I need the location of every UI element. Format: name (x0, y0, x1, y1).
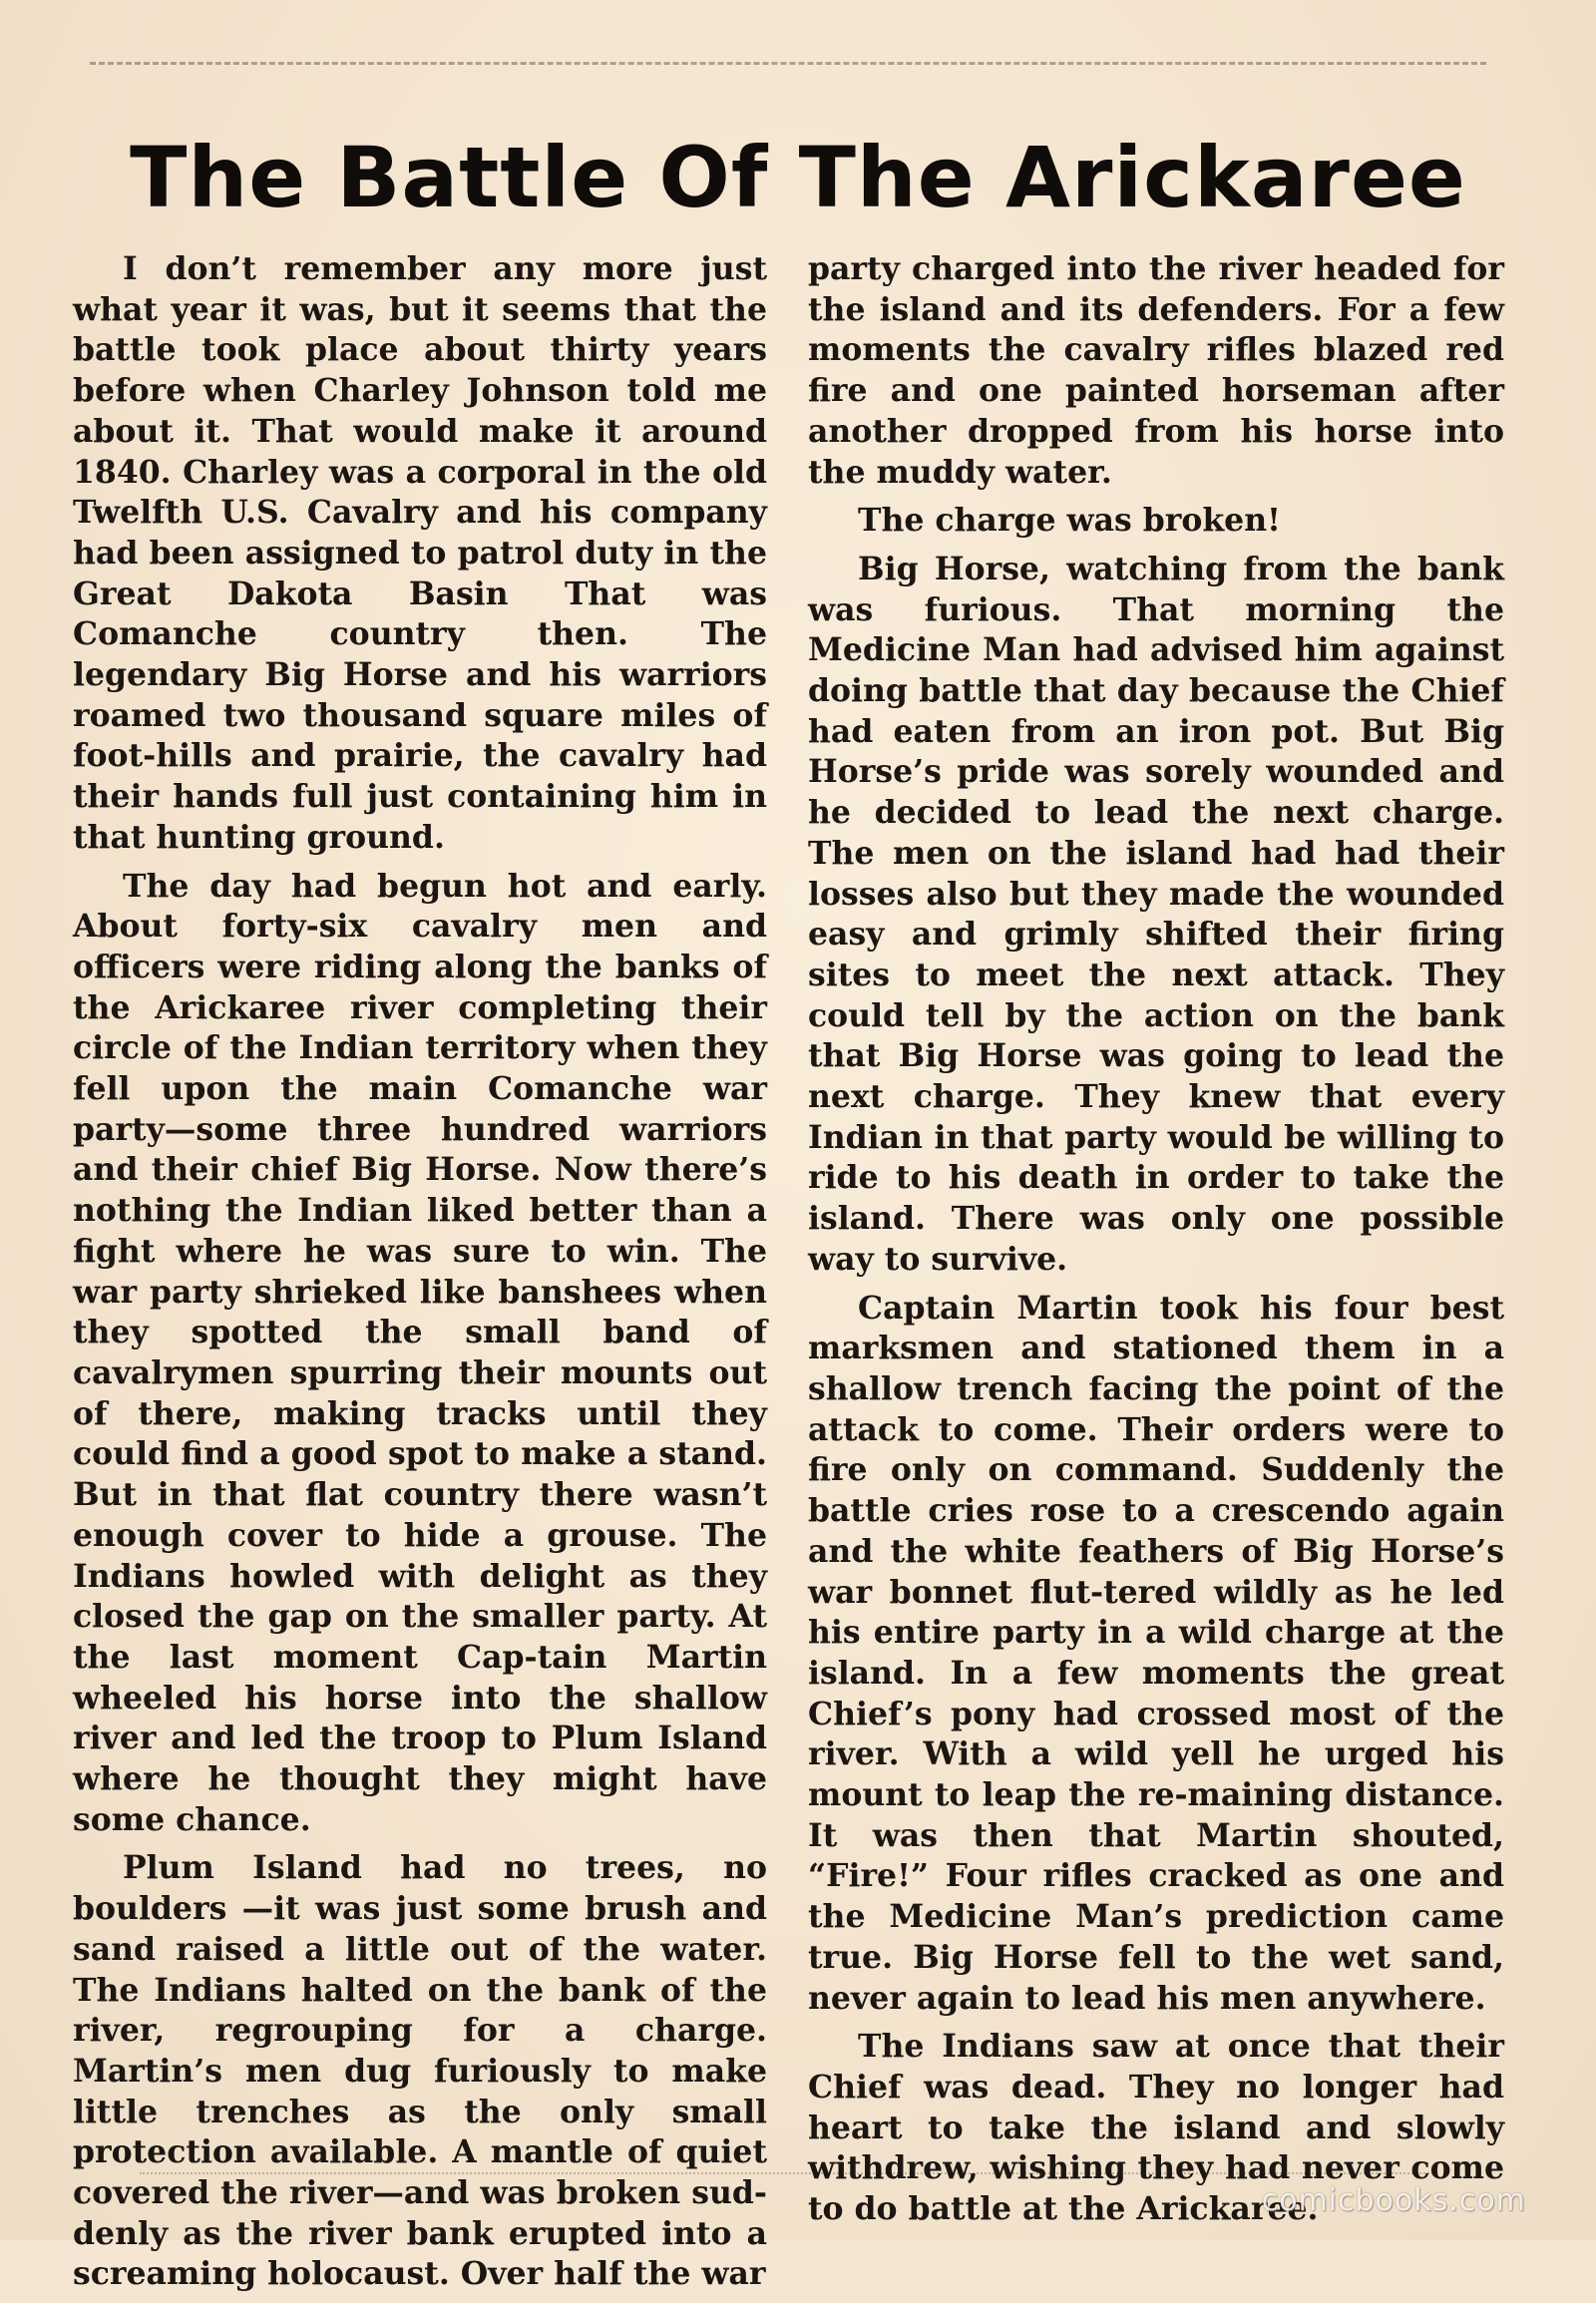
paragraph: The charge was broken! (858, 502, 1281, 540)
paragraph: The Indians saw at once that their Chief was dead. They no longer had heart to take the island and slowly withdrew, wishing they had never come to do battle at the Arickaree. (808, 2028, 1504, 2228)
paragraph: Plum Island had no trees, no boulders —it was just some brush and sand raised a little out of the water. The Indians halted on the bank of the river, regrouping for a charge. Martin’s men dug furiously to make little trenches as the only small protection available. A mantle of quiet covered the river—and was broken sud-denly as the river bank erupted into a screaming holocaust. Over half the war (73, 1849, 767, 2293)
right-column (808, 249, 1504, 2238)
paragraph: party charged into the river headed for the island and its defenders. For a few moments the cavalry rifles blazed red fire and one painted horseman after another dropped from his horse into the muddy water. (808, 250, 1504, 491)
top-rule (90, 62, 1486, 67)
paragraph: I don’t remember any more just what year it was, but it seems that the battle took place about thirty years before when Charley Johnson told me about it. That would make it around 1840. Charley was a corporal in the old Twelfth U.S. Cavalry and his company had been assigned to patrol duty in the Great Dakota Basin That was Comanche country then. The legendary Big Horse and his warriors roamed two thousand square miles of foot-hills and prairie, the cavalry had their hands full just containing him in that hunting ground. (73, 250, 767, 856)
bottom-rule (140, 2172, 1436, 2174)
article-title: The Battle Of The Arickaree (130, 129, 1466, 226)
watermark: comicbooks.com (1261, 2183, 1526, 2218)
paragraph: Big Horse, watching from the bank was furious. That morning the Medicine Man had advised him against doing battle that day because the Chief had eaten from an iron pot. But Big Horse’s pride was sorely wounded and he decided to lead the next charge. The men on the island had had their losses also but they made the wounded easy and grimly shifted their firing sites to meet the next attack. They could tell by the action on the bank that Big Horse was going to lead the next charge. They knew that every Indian in that party would be willing to ride to his death in order to take the island. There was only one possible way to survive. (808, 550, 1504, 1278)
paragraph: The day had begun hot and early. About forty-six cavalry men and officers were riding along the banks of the Arickaree river completing their circle of the Indian territory when they fell upon the main Comanche war party—some three hundred warriors and their chief Big Horse. Now there’s nothing the Indian liked better than a fight where he was sure to win. The war party shrieked like banshees when they spotted the small band of cavalrymen spurring their mounts out of there, making tracks until they could find a good spot to make a stand. But in that flat country there wasn’t enough cover to hide a grouse. The Indians howled with delight as they closed the gap on the smaller party. At the last moment Cap-tain Martin wheeled his horse into the shallow river and led the troop to Plum Island where he thought they might have some chance. (73, 867, 767, 1838)
paragraph: Captain Martin took his four best marksmen and stationed them in a shallow trench facing the point of the attack to come. Their orders were to fire only on command. Suddenly the battle cries rose to a crescendo again and the white feathers of Big Horse’s war bonnet flut-tered wildly as he led his entire party in a wild charge at the island. In a few moments the great Chief’s pony had crossed most of the river. With a wild yell he urged his mount to leap the re-maining distance. It was then that Martin shouted, “Fire!” Four rifles cracked as one and the Medicine Man’s prediction came true. Big Horse fell to the wet sand, never again to lead his men anywhere. (808, 1289, 1504, 2017)
left-column (73, 249, 767, 2303)
